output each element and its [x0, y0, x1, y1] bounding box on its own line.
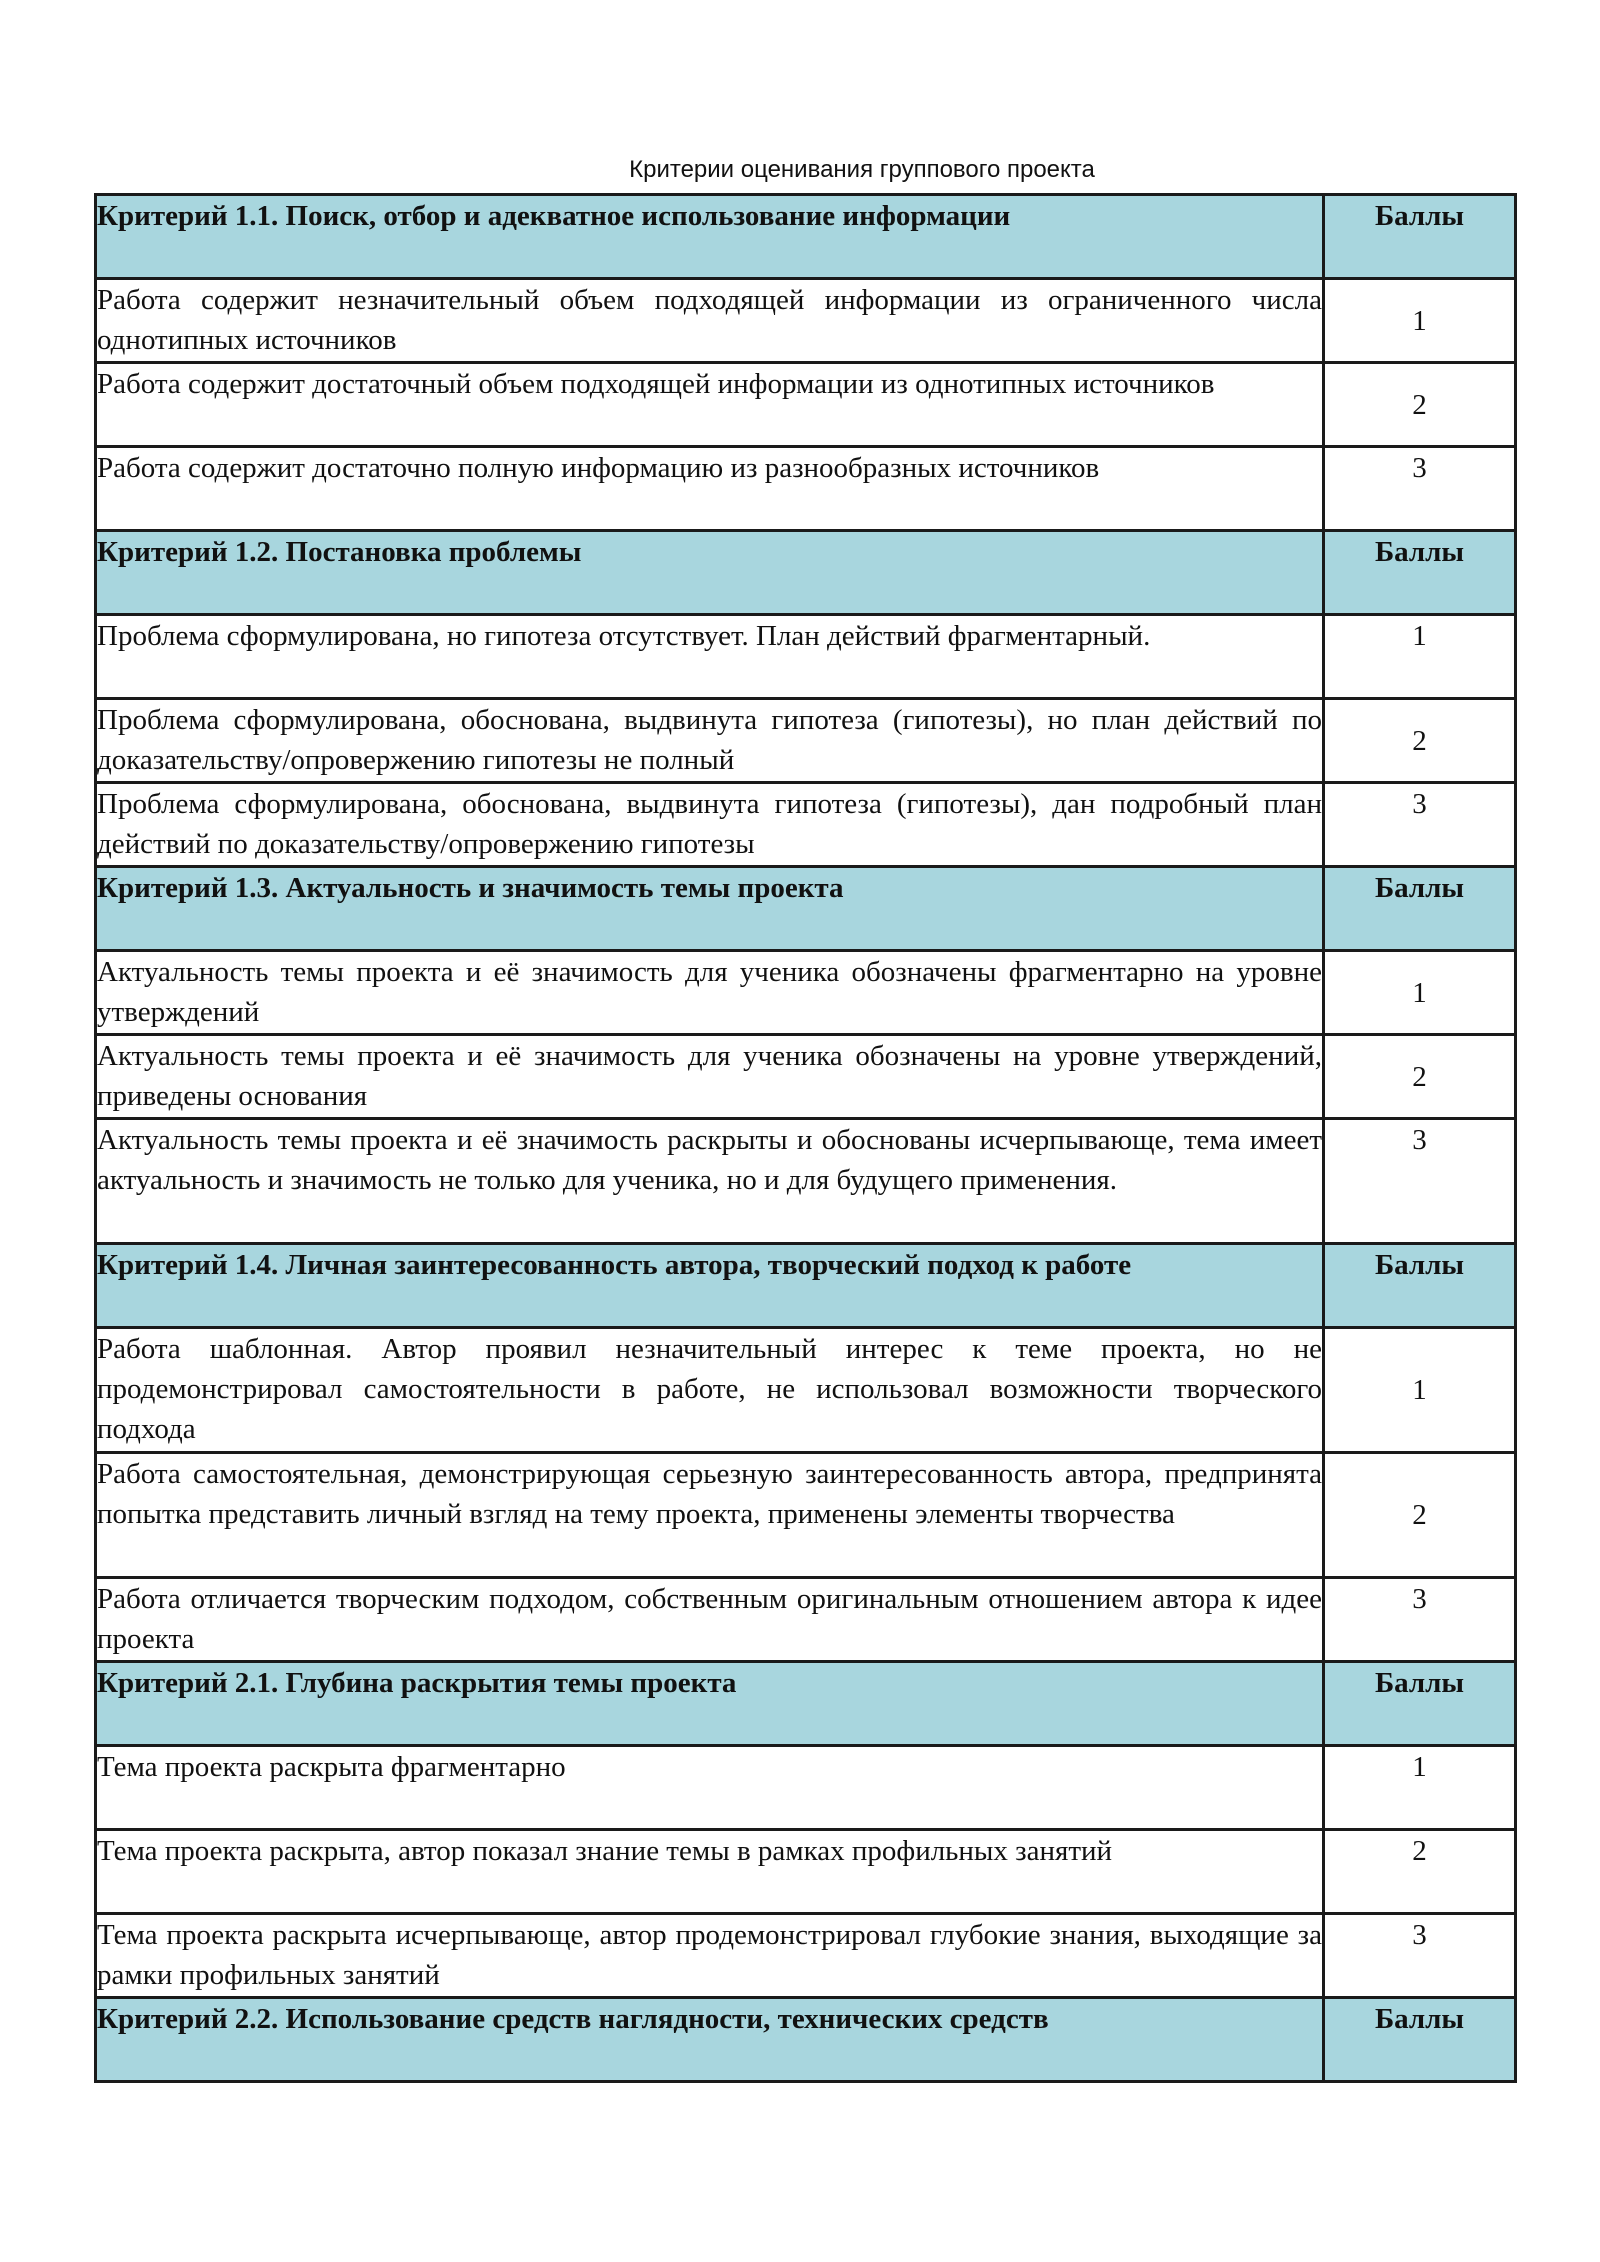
- points-value: 3: [1324, 1119, 1516, 1244]
- criterion-row: [96, 1830, 1516, 1914]
- criterion-description: Работа содержит достаточный объем подходящей информации из однотипных источников: [96, 363, 1324, 447]
- criterion-description: Работа содержит незначительный объем подходящей информации из ограниченного числа однотипных источников: [96, 279, 1324, 363]
- criterion-row: [96, 1453, 1516, 1578]
- points-value: 1: [1324, 1328, 1516, 1453]
- criterion-description: Проблема сформулирована, но гипотеза отсутствует. План действий фрагментарный.: [96, 615, 1324, 699]
- points-value: 3: [1324, 447, 1516, 531]
- criterion-description: Тема проекта раскрыта исчерпывающе, автор продемонстрировал глубокие знания, выходящие за рамки профильных занятий: [96, 1914, 1324, 1998]
- points-header: Баллы: [1324, 867, 1516, 951]
- criterion-row: [96, 1914, 1516, 1998]
- criterion-description: Проблема сформулирована, обоснована, выдвинута гипотеза (гипотезы), дан подробный план действий по доказательству/опровержению гипотезы: [96, 783, 1324, 867]
- criterion-row: [96, 1746, 1516, 1830]
- criterion-title: Критерий 2.1. Глубина раскрытия темы проекта: [96, 1662, 1324, 1746]
- criterion-row: [96, 1119, 1516, 1244]
- points-value: 3: [1324, 783, 1516, 867]
- criterion-description: Тема проекта раскрыта фрагментарно: [96, 1746, 1324, 1830]
- criterion-title: Критерий 1.3. Актуальность и значимость темы проекта: [96, 867, 1324, 951]
- points-value: 2: [1324, 363, 1516, 447]
- criterion-header-row: [96, 1244, 1516, 1328]
- criterion-header-row: [96, 195, 1516, 279]
- points-header: Баллы: [1324, 1998, 1516, 2082]
- criterion-header-row: [96, 1662, 1516, 1746]
- criterion-row: [96, 1578, 1516, 1662]
- criterion-title: Критерий 1.2. Постановка проблемы: [96, 531, 1324, 615]
- criterion-description: Работа самостоятельная, демонстрирующая серьезную заинтересованность автора, предпринята попытка представить личный взгляд на тему проекта, применены элементы творчества: [96, 1453, 1324, 1578]
- criterion-row: [96, 951, 1516, 1035]
- criterion-description: Работа содержит достаточно полную информацию из разнообразных источников: [96, 447, 1324, 531]
- criterion-title: Критерий 1.1. Поиск, отбор и адекватное использование информации: [96, 195, 1324, 279]
- criterion-title: Критерий 2.2. Использование средств наглядности, технических средств: [96, 1998, 1324, 2082]
- criterion-row: [96, 699, 1516, 783]
- criterion-header-row: [96, 867, 1516, 951]
- criterion-row: [96, 279, 1516, 363]
- points-header: Баллы: [1324, 1662, 1516, 1746]
- criterion-description: Актуальность темы проекта и её значимость раскрыты и обоснованы исчерпывающе, тема имеет актуальность и значимость не только для ученика, но и для будущего применения.: [96, 1119, 1324, 1244]
- points-value: 2: [1324, 699, 1516, 783]
- points-header: Баллы: [1324, 531, 1516, 615]
- criterion-description: Актуальность темы проекта и её значимость для ученика обозначены на уровне утверждений, приведены основания: [96, 1035, 1324, 1119]
- criterion-description: Актуальность темы проекта и её значимость для ученика обозначены фрагментарно на уровне утверждений: [96, 951, 1324, 1035]
- criterion-row: [96, 1035, 1516, 1119]
- criterion-description: Работа шаблонная. Автор проявил незначительный интерес к теме проекта, но не продемонстрировал самостоятельности в работе, не использовал возможности творческого подхода: [96, 1328, 1324, 1453]
- criterion-description: Тема проекта раскрыта, автор показал знание темы в рамках профильных занятий: [96, 1830, 1324, 1914]
- criterion-row: [96, 1328, 1516, 1453]
- criterion-title: Критерий 1.4. Личная заинтересованность автора, творческий подход к работе: [96, 1244, 1324, 1328]
- document-title: Критерии оценивания группового проекта: [629, 156, 1095, 183]
- criterion-row: [96, 615, 1516, 699]
- criterion-row: [96, 363, 1516, 447]
- criterion-row: [96, 447, 1516, 531]
- points-value: 2: [1324, 1453, 1516, 1578]
- points-value: 1: [1324, 1746, 1516, 1830]
- points-value: 2: [1324, 1830, 1516, 1914]
- points-header: Баллы: [1324, 1244, 1516, 1328]
- points-value: 1: [1324, 279, 1516, 363]
- criterion-row: [96, 783, 1516, 867]
- points-value: 3: [1324, 1914, 1516, 1998]
- points-value: 2: [1324, 1035, 1516, 1119]
- criterion-header-row: [96, 1998, 1516, 2082]
- points-value: 1: [1324, 951, 1516, 1035]
- points-header: Баллы: [1324, 195, 1516, 279]
- criterion-description: Проблема сформулирована, обоснована, выдвинута гипотеза (гипотезы), но план действий по доказательству/опровержению гипотезы не полный: [96, 699, 1324, 783]
- points-value: 3: [1324, 1578, 1516, 1662]
- criteria-table: [94, 193, 1517, 2083]
- points-value: 1: [1324, 615, 1516, 699]
- criterion-header-row: [96, 531, 1516, 615]
- criterion-description: Работа отличается творческим подходом, собственным оригинальным отношением автора к идее проекта: [96, 1578, 1324, 1662]
